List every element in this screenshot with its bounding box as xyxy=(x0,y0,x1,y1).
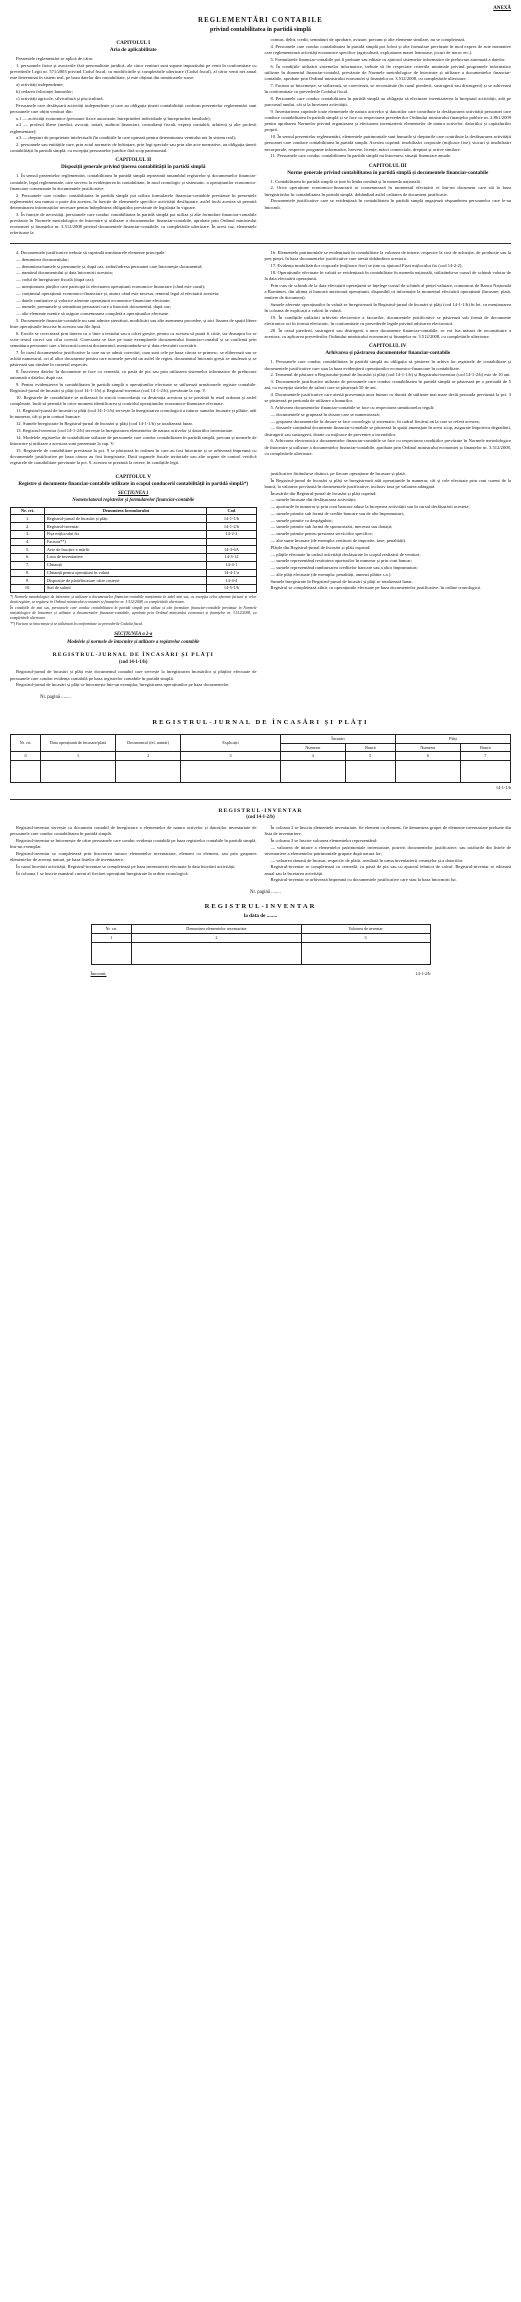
register-code: (cod 14-1-1/b) xyxy=(119,659,148,665)
middle-right-column xyxy=(265,250,512,467)
table-cell-name: Aviz de însoțire a mărfii xyxy=(45,546,207,554)
table-cell-code: 14-3-6A xyxy=(207,546,256,554)
table-cell-code: 14-4-4 xyxy=(207,577,256,585)
journal-header-date: Data operațiunii de încasare/plată xyxy=(41,734,116,751)
table-row xyxy=(11,577,257,585)
inventory-column-numbers xyxy=(91,934,430,943)
table-row xyxy=(11,561,257,569)
paragraph: Prin curs de schimb de la data efectuării operațiunii se înțelege cursul de schimb al pieței valutare, comunicat de Banca Națională a României, din ultima zi bancară anterioară operațiunii, disponibil că informație la momentul efectuării operațiunii (încasare, plată, emitere de document). xyxy=(264,282,511,301)
chapter-title: Arhivarea și păstrarea documentelor financiar-contabile xyxy=(325,350,451,357)
table-row xyxy=(11,538,257,546)
table-cell-nr: 8. xyxy=(11,569,45,577)
table-cell-nr: 5. xyxy=(11,546,45,554)
chapter-v-left-column xyxy=(10,471,257,707)
paragraph: 1. persoanele fizice și asocierile fără personalitate juridică, ale căror venituri sunt supuse impozitului pe venit în conformitate cu prevederile Legii nr. 571/2003 privind Codul fiscal, cu modificările și completările ulterioare (Codul fiscal), al căror venit net anual este determinat în sistem real, pe baza datelor din contabilitate, și este obținut din următoarele surse: xyxy=(10,63,257,81)
paragraph: Sumele înregistrate în Registrul-jurnal de încasări și plăți se totalizează lunar. xyxy=(270,578,413,584)
section-title: Nomenclatorul registrelor și formularelor financiar-contabile xyxy=(72,498,195,504)
column-number: 0 xyxy=(11,752,41,761)
table-cell-nr: 4. xyxy=(11,538,45,546)
table-cell-nr: 7. xyxy=(11,561,45,569)
column-number: 7 xyxy=(460,752,510,761)
paragraph: Registrul-jurnal de încasări și plăți se întocmește într-un exemplar, înregistrarea operațiunilor pe baza documentelor xyxy=(16,682,229,688)
table-row xyxy=(11,584,257,592)
table-row xyxy=(11,569,257,577)
paragraph: 6. Arhivarea electronică a documentelor financiar-contabile se face cu respectarea condițiilor prevăzute în Normele metodologice de întocmire și utilizare a documentelor financiar-contabile, aprobate prin Ordinul ministrului economiei și finanțelor nr. 3.512/2008, cu completările ulterioare. xyxy=(264,438,511,456)
paragraph: — conținutul operațiunii economico-financiare și, atunci când este necesar, temeiul legal al efectuării acesteia; xyxy=(16,290,220,296)
column-number: 1 xyxy=(41,752,116,761)
paragraph: — denumirea documentului; xyxy=(16,256,69,262)
chapter-title: Dispoziții generale privind ținerea contabilității în partidă simplă xyxy=(61,164,206,171)
journal-header-cash: Numerar xyxy=(281,743,346,752)
paragraph: — documentele se grupează în dosare care se numerotează; xyxy=(270,411,380,417)
register-title: REGISTRUL-JURNAL DE ÎNCASĂRI ȘI PLĂȚI xyxy=(52,652,214,659)
journal-header-cash: Numerar xyxy=(395,743,460,752)
column-number: 5 xyxy=(345,752,395,761)
table-header-nr: Nr. crt. xyxy=(11,507,45,515)
paragraph: 7. În cazul documentelor justificative la care nu se admit corectări, cum sunt cele pe baza cărora se primesc, se eliberează sau se achită numerarul, ori al altor documente pentru care normele prevăd un astfel de regim, documentul întocmit greșit se anulează și se păstrează sau rămâne în carnetul respectiv. xyxy=(10,350,257,368)
column-number: 3 xyxy=(301,934,430,943)
column-number: 4 xyxy=(281,752,346,761)
paragraph: În coloana 3 se înscrie valoarea elementelor reprezentând: xyxy=(270,837,378,843)
paragraph: 11. Registrul-jurnal de încasări și plăți (cod 14-1-1/b) servește la înregistrarea cronologică a tuturor sumelor încasate și plătite, atât în numerar, cât și prin conturi bancare. xyxy=(10,408,257,420)
paragraph: În coloana 1 se înscrie numărul curent al fiecărei operațiuni înregistrate în ordine cronologică. xyxy=(16,870,189,876)
journal-header-nr: Nr. crt. xyxy=(11,734,41,751)
table-cell-code: 14-1-1/b xyxy=(207,515,256,523)
paragraph: — valoarea de intrare a elementelor patrimoniale inventariate, potrivit documentelor justificative, sau totalurile din listele de inventariere a elementelor patrimoniale grupate după natura lor; xyxy=(264,844,511,856)
inventory-form-title: REGISTRUL-INVENTAR xyxy=(204,902,317,910)
table-cell-name: Lista de inventariere xyxy=(45,554,207,562)
table-cell-code xyxy=(207,538,256,546)
column-number: 3 xyxy=(181,752,281,761)
paragraph: 15. Registrele de contabilitate prevăzute la pct. 9 se păstrează în ordinea în care au fost întocmite și se arhivează împreună cu documentele justificative pe baza cărora au fost înregistrate. Dacă organele fiscale teritoriale sau alte organe de control verifică registrele de contabilitate prevăzute la pct. 9, acestea se prezintă la cerere, în condițiile legii. xyxy=(10,447,257,466)
paragraph: 5. Arhivarea documentelor financiar-contabile se face cu respectarea următoarelor reguli: xyxy=(270,405,435,411)
section-heading: SECȚIUNEA a 2-a xyxy=(114,632,153,638)
page-number-label: Nr. pagină ........ xyxy=(40,694,71,700)
journal-form-table xyxy=(10,734,511,783)
table-cell-code: 14-4-1/a xyxy=(207,569,256,577)
inventory-form-table xyxy=(91,924,431,964)
paragraph: a.1 — activități economice (persoane fizice autorizate, întreprinderi individuale și întreprinderi familiale); xyxy=(16,115,211,121)
page-number-label: Nr. pagină ........ xyxy=(250,890,281,896)
paragraph: În coloana 2 se înscriu elementele inventariate, fie element cu element, fie denumirea grupei de elemente inventariate preluate din lista de inventariere. xyxy=(264,824,511,837)
paragraph: — dosarele conținând documente financiar-contabile se păstrează în spații amenajate în acest scop, asigurate împotriva degradării, distrugerii sau sustragerii, dotate cu mijloace de prevenire a incendiilor. xyxy=(264,425,511,437)
table-row xyxy=(11,554,257,562)
paragraph: 7. Factura se întocmește, se utilizează, se corectează, se reconstituie (în cazul pierderii, sustragerii sau distrugerii) și se arhivează în conformitate cu prevederile Codului fiscal. xyxy=(264,82,511,95)
paragraph: 12. Sumele înregistrate în Registrul-jurnal de încasări și plăți (cod 14-1-1/b) se totalizează lunar. xyxy=(16,421,193,427)
document-subtitle: privind contabilitatea în partidă simplă xyxy=(209,27,311,34)
table-row xyxy=(11,523,257,531)
paragraph: — gruparea documentelor în dosare se face cronologic și sistematic, în cadrul fiecărui an la care se referă acestea; xyxy=(270,418,480,424)
paragraph: 6. În condițiile utilizării sistemelor informatice, trebuie să fie respectate criteriile minimale privind programele informatice utilizate în domeniul financiar-contabil, prevăzute de Normele metodologice de întocmire și utilizare a documentelor financiar-contabile, aprobate prin Ordinul ministrului economiei și finanțelor nr. 3.512/2008, cu completările ulterioare. xyxy=(264,63,511,82)
paragraph: 18. Operațiunile efectuate în valută se evidențiază în contabilitate în moneda națională, utilizându-se cursul de schimb valutar de la data efectuării operațiunii. xyxy=(264,269,511,282)
column-number: 2 xyxy=(132,934,302,943)
inventory-form-date: la data de ........ xyxy=(243,913,278,920)
section-divider xyxy=(10,799,511,800)
paragraph: — sumele primite sub formă de credite bancare sau de alte împrumuturi; xyxy=(270,510,405,516)
footnote: În condițiile de mai sus, persoanele care conduc contabilitatea în partidă simplă pot utiliza și alte formulare financiar-contabile prevăzute în Normele metodologice de întocmire și utilizare a documentelor financiar-contabile, aprobate prin Ordinul ministrului economiei și finanțelor nr. 3.512/2008, cu completările ulterioare. xyxy=(10,605,257,621)
paragraph: 2. Termenul de păstrare a Registrului-jurnal de încasări și plăți (cod 14-1-1/b) și Registrului-inventar (cod 14-1-2/b) este de 10 ani. xyxy=(270,372,511,378)
paragraph: 10. În sensul prezentelor reglementări, elementele patrimoniale sunt bunurile și drepturile care contribuie la desfășurarea activității persoanei care conduce contabilitatea în partidă simplă. Acestea cuprind: imobilizări corporale (mijloace fixe), stocuri și imobilizări necorporale, respectiv programe informatice, brevete, licențe, mărci comerciale, drepturi și active similare. xyxy=(264,134,511,152)
paragraph: — sumele primite ca despăgubiri; xyxy=(270,517,333,523)
paragraph: — alte elemente menite să asigure consemnarea completă a operațiunilor efectuate. xyxy=(16,311,170,317)
table-cell-nr: 1. xyxy=(11,515,45,523)
register-description xyxy=(10,669,257,688)
footnote: *) Normele metodologice de întocmire și utilizare a documentelor financiar-contabile menționate în tabel mai sus, cu excepția celor aferente facturii și celor două registre, se regăsesc în Ordinul ministrului economiei și finanțelor nr. 3.512/2008, cu completările ulterioare. xyxy=(10,594,257,604)
footnote: **) Factura se întocmește și se utilizează în conformitate cu prevederile Codului fiscal. xyxy=(10,622,143,627)
paragraph: Încasările din Registrul-jurnal de încasări și plăți cuprind: xyxy=(270,490,377,496)
paragraph: justificative făcându-se distinct, pe fiecare operațiune de încasare și plată. xyxy=(270,470,406,476)
journal-header-document: Documentul (fel, număr) xyxy=(116,734,181,751)
paragraph: 14. Modelele registrelor de contabilitate utilizate de persoanele care conduc contabilitatea în partidă simplă, precum și normele de întocmire și utilizare a acestora sunt prezentate la cap. V. xyxy=(10,434,257,446)
paragraph: În Registrul-jurnal de încasări și plăți se înregistrează atât operațiunile în numerar, cât și cele efectuate prin cont curent de la bancă, la valoarea prevăzută în documentele justificative, inclusiv taxa pe valoarea adăugată. xyxy=(264,477,511,489)
paragraph: Registrul-inventar se arhivează împreună cu documentele justificative care stau la baza întocmirii lui. xyxy=(270,877,457,883)
inventory-left-column xyxy=(10,825,257,884)
table-body xyxy=(11,515,257,592)
table-row xyxy=(11,546,257,554)
journal-form-title: REGISTRUL-JURNAL DE ÎNCASĂRI ȘI PLĂȚI xyxy=(152,719,369,726)
paragraph: 4. Persoanele care conduc contabilitatea în partidă simplă pot folosi și alte formulare prevăzute în mod expres de acte normative care reglementează activități economice specifice (agricultură, exploatarea masei lemnoase, jocuri de noroc etc.). xyxy=(264,44,511,56)
paragraph: a.2 — profesii libere (medici, avocați, notari, auditori financiari, consultanți fiscali, experți contabili, arhitecți și alte profesii reglementate); xyxy=(10,122,257,134)
paragraph: 1. Persoanele care conduc contabilitatea în partidă simplă au obligația să păstreze în arhiva lor registrele de contabilitate și documentele justificative care stau la baza evidențierii operațiunilor economico-financiare în contabilitate. xyxy=(264,359,511,371)
chapter-v-right-column xyxy=(265,471,512,707)
paragraph: — sumele primite sub formă de sponsorizări, mecenat sau donații; xyxy=(270,524,393,530)
paragraph: Documentele justificative care se evidențiază în contabilitatea în partidă simplă angajează răspunderea persoanelor care le-au întocmit. xyxy=(264,198,511,210)
table-cell-name: Registrul-jurnal de încasări și plăți xyxy=(45,515,207,523)
table-cell-code: 14-2-2 xyxy=(207,530,256,538)
table-cell-nr: 2. xyxy=(11,523,45,531)
inventory-header-value: Valoarea de inventar xyxy=(301,925,430,934)
paragraph: 16. Elementele patrimoniale se evidențiază în contabilitate la valoarea de intrare, respectiv la cost de achiziție, de producție sau la preț pieței, în baza documentelor justificative care atestă dobândirea acestora. xyxy=(264,250,511,262)
paragraph: c) activități agricole, silvicultură și piscicultură. xyxy=(16,95,104,101)
table-cell-nr: 9. xyxy=(11,577,45,585)
paragraph: Sumele aferente operațiunilor în valută se înregistrează în Registrul-jurnal de încasări și plăți (cod 14-1-1/b) în lei, cu menționarea în coloana de explicații a valorii în valută. xyxy=(264,302,511,314)
paragraph: În cazul încetării activității, Registrul-inventar se completează pe baza inventarierii efectuate la data încetării activității. xyxy=(16,863,236,869)
inventory-empty-row xyxy=(91,942,430,964)
paragraph: 9. Pentru evidențierea în contabilitatea în partidă simplă a operațiunilor efectuate se utilizează următoarele registre contabile: Registrul-jurnal de încasări și plăți (cod 14-1-1/b) și Registrul-inventar (cod 14-1-2/b), prevăzute la cap. V. xyxy=(10,382,257,394)
paragraph: Registrul-inventar se completează prin înscrierea tuturor elementelor inventariate, element cu element, sau prin gruparea elementelor de aceeași natură, pe baza listelor de inventariere. xyxy=(10,850,257,862)
paragraph: Prezentele reglementări se aplică de către: xyxy=(16,56,94,62)
paragraph: 13. Registrul-inventar (cod 14-1-2/b) servește la înregistrarea elementelor de natura activelor și datoriilor inventariate. xyxy=(16,427,234,433)
section-chapter-v xyxy=(10,471,511,707)
section-divider xyxy=(10,243,511,244)
paragraph: 11. Persoanele care conduc contabilitatea în partidă simplă nu întocmesc situații financiare anuale. xyxy=(270,153,452,159)
table-cell-name: Stat de salarii xyxy=(45,584,207,592)
chapter-heading: CAPITOLUL III xyxy=(368,162,407,169)
paragraph: — alte sume încasate (de exemplu: restituiri de impozite, taxe, penalități). xyxy=(270,538,407,544)
paragraph: — sumele încasate din desfășurarea activității; xyxy=(270,497,357,503)
journal-empty-row xyxy=(11,760,511,782)
paragraph: Persoanele care desfășoară activități independente și care au obligația ținerii contabilității conform prezentelor reglementări sunt persoanele care obțin venituri din: xyxy=(10,102,257,114)
paragraph: 8. Înscrierea datelor în documente se face cu cerneală, cu pastă de pix sau prin utilizarea sistemelor informatice de prelucrare automată a datelor, după caz. xyxy=(10,369,257,381)
table-cell-name: Chitanță pentru operațiuni în valută xyxy=(45,569,207,577)
paragraph: 6. Erorile se corectează prin tăierea cu o linie a textului sau a cifrei greșite, pentru ca acestea să poată fi citite, iar deasupra lor se scrie textul corect sau cifra corectă. Corectarea se face pe toate exemplarele documentului financiar-contabil și se confirmă prin semnătura persoanei care a întocmit/corectat documentul, menționându-se și data efectuării corectării. xyxy=(10,330,257,349)
paragraph: — alte plăți efectuate (de exemplu: penalități, amenzi plătite s.a.). xyxy=(270,571,392,577)
table-row xyxy=(11,530,257,538)
paragraph: a.3 — drepturi de proprietate intelectuală (în condițiile în care optează pentru determinarea venitului net în sistem real); xyxy=(16,135,236,141)
paragraph: 9. Inventarierea cuprinde toate elementele de natura activelor și datoriilor care contribuie la desfășurarea activității persoanei care conduce contabilitatea în partidă simplă și se face cu respectarea prevederilor Ordinului ministrului finanțelor publice nr. 2.861/2009 pentru aprobarea Normelor privind organizarea și efectuarea inventarierii elementelor de natura activelor, datoriilor și capitalurilor proprii. xyxy=(264,108,511,133)
table-cell-name: Registrul-inventar xyxy=(45,523,207,531)
chapter-title: Norme generale privind contabilitatea în partidă simplă și documentele financiar-contabile xyxy=(287,169,489,176)
paragraph: 5. Documentele financiar-contabile nu sunt admise ștersături, modificări sau alte asemenea procedee, și nici lăsarea de spații libere între operațiunile înscrise în acestea sau file lipsă. xyxy=(10,317,257,330)
chapter-heading: CAPITOLUL V xyxy=(115,473,151,480)
paragraph: Registrul-inventar se completează cu cerneală, cu pastă de pix sau cu ajutorul tehnicii de calcul. Registrul-inventar se editează anual sau la încetarea activității. xyxy=(264,864,511,876)
paragraph: — numărul documentului și data întocmirii acestuia; xyxy=(16,270,113,276)
chapter-heading: CAPITOLUL II xyxy=(115,157,152,164)
paragraph: Registrul-jurnal de încasări și plăți este documentul contabil care servește la înregistrarea încasărilor și plăților efectuate de persoanele care conduc evidența contabilă pe baza registrelor contabile în partidă simplă. xyxy=(10,669,257,681)
paragraph: Plățile din Registrul-jurnal de încasări și plăți cuprind: xyxy=(270,544,371,550)
inventory-form-footer xyxy=(91,971,431,977)
table-cell-nr: 6. xyxy=(11,554,45,562)
table-cell-nr: 3. xyxy=(11,530,45,538)
column-number: 6 xyxy=(395,752,460,761)
paragraph: — numele, prenumele și semnătura persoanei care a întocmit documentul, după caz; xyxy=(16,304,171,310)
paragraph: 2. Orice operațiune economico-financiară se consemnează în momentul efectuării ei într-un document care stă la baza înregistrărilor în contabilitatea în partidă simplă, dobândind astfel calitatea de document justificativ. xyxy=(264,185,511,197)
paragraph: b) cedarea folosinței bunurilor; xyxy=(16,89,74,95)
table-cell-name: Fișa mijlocului fix xyxy=(45,530,207,538)
paragraph: Registrul-inventar servește ca document contabil de înregistrare a elementelor de natura activelor și datoriilor inventariate de persoanele care conduc contabilitatea în partidă simplă. xyxy=(10,824,257,837)
top-right-column xyxy=(265,37,512,237)
paragraph: 1. Contabilitatea în partidă simplă se ține în limba română și în moneda națională. xyxy=(270,178,421,184)
prepared-by-label: Întocmit, xyxy=(90,970,107,976)
table-header-code: Cod xyxy=(207,507,256,515)
annex-label: ANEXĂ xyxy=(493,6,511,11)
table-row xyxy=(11,515,257,523)
paragraph: 10. Registrele de contabilitate se utilizează în strictă concordanță cu destinația acestora și se prezintă în mod ordonat și astfel completate, încât să permită în orice moment identificarea și controlul operațiunilor economico-financiare efectuate. xyxy=(10,395,257,407)
paragraph: 19. În condițiile utilizării arhivării electronice a facturilor, documentele justificative se păstrează sub formă de documente electronice ori în format electronic, în conformitate cu prevederile legale privind arhivarea electronică. xyxy=(264,314,511,327)
inventory-right-column xyxy=(265,825,512,884)
inventory-form-code: 14-1-2/b xyxy=(415,970,431,976)
paragraph: — sumele primite pentru prestarea serviciilor specifice; xyxy=(270,531,373,537)
paragraph: 20. În cazul pierderii, sustragerii sau distrugerii a unor documente financiar-contabile, se vor lua măsuri de reconstituire a acestora, cu aplicarea prevederilor Ordinului ministrului economiei și finanțelor nr. 3.512/2008, cu completările ulterioare. xyxy=(264,327,511,340)
inventory-register-title: REGISTRUL-INVENTAR xyxy=(218,807,303,814)
journal-header-bank: Bancă xyxy=(345,743,395,752)
paragraph: 4. Documentele justificative care atestă provenința unor bunuri cu durată de utilizare mai mare decât perioada prevăzută la pct. 3 se păstrează pe perioada de utilizare a bunurilor. xyxy=(264,392,511,404)
paragraph: — datele cantitative și valorice aferente operațiunii economico-financiare efectuate; xyxy=(16,297,171,303)
column-number: 1 xyxy=(91,934,132,943)
paragraph: 4. Documentele justificative trebuie să cuprindă următoarele elemente principale: xyxy=(16,250,166,256)
table-cell-nr: 10. xyxy=(11,584,45,592)
paragraph: Registrul se completează zilnic cu operațiunile efectuate pe baza documentelor justificative, în ordine cronologică. xyxy=(270,585,482,591)
table-cell-name: Chitanță xyxy=(45,561,207,569)
middle-left-column xyxy=(10,250,257,467)
paragraph: — denumirea/numele și prenumele și, după caz, sediul/adresa persoanei care întocmește documentul; xyxy=(16,263,203,269)
chapter-title: Aria de aplicabilitate xyxy=(109,47,157,54)
paragraph: — menționarea părților care participă la efectuarea operațiunii economico-financiare (când este cazul); xyxy=(16,284,206,290)
inventory-header-name: Denumirea elementelor inventariate xyxy=(132,925,302,934)
paragraph: — codul de înregistrare fiscală (după caz); xyxy=(16,277,95,283)
table-header-name: Denumirea formularului xyxy=(45,507,207,515)
top-left-column xyxy=(10,37,257,237)
paragraph: — plățile efectuate în cadrul activității desfășurate în scopul realizării de venituri; xyxy=(270,551,421,557)
column-number: 2 xyxy=(116,752,181,761)
chapter-heading: CAPITOLUL I xyxy=(116,40,151,47)
paragraph: — sumele reprezentând restituirea aporturilor în numerar și prin cont bancar; xyxy=(270,558,413,564)
paragraph: 3. Documentele justificative utilizate de persoanele care conduc contabilitatea în partidă simplă se păstrează pe o perioadă de 5 ani, cu excepția statelor de salarii care se păstrează 50 de ani. xyxy=(264,379,511,391)
document-title: REGLEMENTĂRI CONTABILE xyxy=(197,17,324,24)
journal-header-payments: Plăți xyxy=(395,734,510,743)
paragraph: 2. Persoanele care conduc contabilitatea în partidă simplă pot utiliza formularele financiar-contabile prevăzute în prezentele reglementări sau numai o parte din acestea, în funcție de elementele specifice activității desfășurate, astfel încât acestea să permită determinarea informațiilor necesare pentru îndeplinirea obligațiilor prevăzute de legislația în vigoare. xyxy=(10,192,257,211)
table-cell-code: 14-1-2/b xyxy=(207,523,256,531)
journal-header-explanations: Explicații xyxy=(181,734,281,751)
paragraph: Registrul-inventar se întocmește de către persoanele care conduc evidența contabilă pe baza registrelor contabile în partidă simplă, într-un exemplar. xyxy=(10,837,257,850)
paragraph: 1. În sensul prezentelor reglementări, contabilitatea în partidă simplă reprezintă ansamblul registrelor și documentelor financiar-contabile, legal reglementate, care servesc la evidențierea în contabilitate, în mod cronologic și sistematic, a operațiunilor economico-financiare consemnate în documentele justificative. xyxy=(10,173,257,191)
paragraph: conturi, debit, credit, semnături de aprobare, avizare, precum și alte elemente similare, nu se completează. xyxy=(270,37,466,43)
section-inventory xyxy=(10,825,511,884)
section-heading: SECȚIUNEA 1 xyxy=(117,490,149,496)
forms-nomenclature-table xyxy=(10,507,257,593)
inventory-header-nr: Nr. crt. xyxy=(91,925,132,934)
journal-column-numbers xyxy=(11,752,511,761)
table-cell-name: Factura**) xyxy=(45,538,207,546)
paragraph: — aporturile în numerar și prin cont bancare aduse la începerea activității sau în cursul desfășurării acesteia; xyxy=(270,504,470,510)
chapter-heading: CAPITOLUL IV xyxy=(368,343,407,350)
paragraph: — sumele reprezentând rambursarea creditelor bancare sau a altor împrumuturi; xyxy=(270,565,418,571)
journal-header-receipts: Încasări xyxy=(281,734,396,743)
table-cell-name: Dispoziție de plată/încasare către casierie xyxy=(45,577,207,585)
section-top xyxy=(10,37,511,237)
chapter-title: Registre și documente financiar-contabile utilizate în scopul conducerii contabilității în partidă simplă*) xyxy=(18,480,249,487)
paragraph: 17. Evidența imobilizărilor corporale (mijloace fixe) se ține cu ajutorul Fișei mijlocului fix (cod 14-2-2). xyxy=(270,263,463,269)
inventory-register-code: (cod 14-1-2/b) xyxy=(246,815,275,821)
paragraph: — valoarea rămasă de încasat, respectiv de plătit, rezultată în urma inventarierii creanțelor și a datoriilor. xyxy=(270,857,464,863)
table-cell-code: 14-4-1 xyxy=(207,561,256,569)
paragraph: 2. persoanele sau entitățile care, prin actul normativ de înființare, prin legi speciale sau prin alte acte normative, au obligația ținerii contabilității în partidă simplă, cu excepția persoanelor juridice fără scop patrimonial. xyxy=(10,142,257,154)
inventory-form xyxy=(91,924,431,976)
table-cell-code: 14-5-1/k xyxy=(207,584,256,592)
table-cell-code: 14-3-12 xyxy=(207,554,256,562)
paragraph: 3. În funcție de necesități, persoanele care conduc contabilitatea în partidă simplă pot utiliza și alte formulare financiar-contabile prevăzute în Normele metodologice de întocmire și utilizare a documentelor financiar-contabile, aprobate prin Ordinul ministrului economiei și finanțelor nr. 3.512/2008 privind documentele financiar-contabile, cu completările ulterioare. În acest caz, elementele referitoare la xyxy=(10,211,257,236)
paragraph: 5. Formularele financiar-contabile pot fi preluate sau editate cu ajutorul sistemelor informatice de prelucrare automată a datelor. xyxy=(270,57,506,63)
journal-header-bank: Bancă xyxy=(460,743,510,752)
section-title: Modelele și normele de întocmire și utilizare a registrelor contabile xyxy=(67,639,200,645)
paragraph: 8. Persoanele care conduc contabilitatea în partidă simplă au obligația să efectueze inventarierea la începutul activității, atât pe parcursul anului, cât și la încetarea activității. xyxy=(264,95,511,108)
section-middle xyxy=(10,250,511,467)
journal-form-code: 14-1-1/b xyxy=(495,784,511,790)
paragraph: a) activități independente; xyxy=(16,82,64,88)
